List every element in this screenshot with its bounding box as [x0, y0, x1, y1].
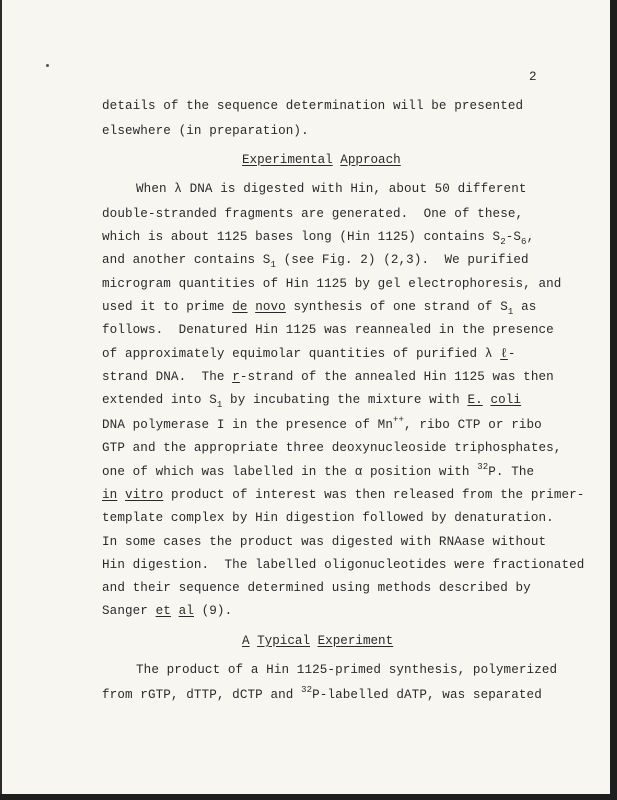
para2-line2: double-stranded fragments are generated. One of these, [102, 207, 524, 221]
para2-line16: In some cases the product was digested with RNAase without [102, 535, 547, 549]
text-run: (9). [193, 604, 233, 618]
underlined-word: de [232, 300, 248, 314]
heading2-word1: A [242, 634, 250, 648]
text-run: product of interest was then released from the primer- [163, 488, 585, 502]
underlined-word: coli [490, 393, 522, 407]
page-number: 2 [529, 70, 537, 84]
text-run: by incubating the mixture with [222, 393, 468, 407]
heading2-word2: Typical [257, 634, 311, 648]
underlined-word: r [232, 370, 240, 384]
para1-line1: details of the sequence determination will be presented [102, 99, 524, 113]
section-heading-experimental-approach [242, 152, 401, 168]
text-run: - [507, 347, 516, 361]
para2-line19 [102, 603, 232, 619]
section-heading-typical-experiment [242, 633, 393, 649]
text-run: -S [505, 230, 522, 244]
subscript: 6 [521, 237, 527, 247]
text-run: synthesis of one strand of S [285, 300, 508, 314]
para3-line2 [102, 687, 542, 703]
heading2-word3: Experiment [317, 634, 394, 648]
para3-line1: The product of a Hin 1125-primed synthesis, polymerized [136, 663, 558, 677]
subscript: 2 [500, 237, 506, 247]
para2-line18: and their sequence determined using methods described by [102, 581, 531, 595]
scan-border-bottom [0, 794, 617, 800]
superscript: ++ [392, 415, 404, 425]
scan-border-right [610, 0, 617, 800]
text-run: which is about 1125 bases long (Hin 1125) contains S [102, 230, 501, 244]
text-run: used it to prime [102, 300, 233, 314]
document-page [2, 0, 612, 794]
underlined-word: et [155, 604, 171, 618]
text-run: one of which was labelled in the α position with [102, 465, 478, 479]
para2-line15: template complex by Hin digestion followed by denaturation. [102, 511, 554, 525]
superscript: 32 [477, 462, 489, 472]
para2-line7: follows. Denatured Hin 1125 was reannealed in the presence [102, 323, 554, 337]
underlined-word: novo [255, 300, 286, 314]
para2-line12: GTP and the appropriate three deoxynucleoside triphosphates, [102, 441, 562, 455]
text-run: (see Fig. 2) (2,3). We purified [275, 253, 529, 267]
text-run: DNA polymerase I in the presence of Mn [102, 418, 393, 432]
underlined-word: al [178, 604, 194, 618]
heading1-word2: Approach [340, 153, 401, 167]
text-run: , [526, 230, 535, 244]
text-run [117, 488, 125, 502]
underlined-word: E. [467, 393, 483, 407]
underlined-word: vitro [125, 488, 164, 502]
para2-line4 [102, 252, 529, 268]
text-run: P-labelled dATP, was separated [312, 688, 542, 702]
text-run: extended into S [102, 393, 217, 407]
para2-line5: microgram quantities of Hin 1125 by gel electrophoresis, and [102, 277, 562, 291]
para2-line17: Hin digestion. The labelled oligonucleotides were fractionated [102, 558, 585, 572]
para2-line1: When λ DNA is digested with Hin, about 50 different [136, 182, 527, 196]
para2-line14 [102, 487, 584, 503]
para2-line10 [102, 392, 521, 408]
para2-line13 [102, 464, 534, 480]
para1-line2: elsewhere (in preparation). [102, 124, 309, 138]
text-run: , ribo CTP or ribo [404, 418, 542, 432]
heading1-word1: Experimental [242, 153, 333, 167]
superscript: 32 [301, 685, 313, 695]
subscript: 1 [216, 400, 223, 410]
paper-speck [46, 64, 49, 67]
text-run: strand DNA. The [102, 370, 233, 384]
para2-line8 [102, 346, 516, 362]
text-run: of approximately equimolar quantities of purified λ [102, 347, 501, 361]
para2-line11 [102, 417, 542, 433]
subscript: 1 [270, 260, 276, 270]
text-run: as [513, 300, 537, 314]
para2-line3 [102, 229, 534, 245]
text-run: P. The [488, 465, 535, 479]
para2-line6 [102, 299, 536, 315]
text-run: Sanger [102, 604, 156, 618]
subscript: 1 [507, 307, 514, 317]
para2-line9 [102, 369, 554, 385]
text-run: from rGTP, dTTP, dCTP and [102, 688, 302, 702]
text-run: -strand of the annealed Hin 1125 was then [239, 370, 554, 384]
underlined-word: in [102, 488, 118, 502]
text-run [171, 604, 179, 618]
text-run: and another contains S [102, 253, 271, 267]
underlined-word: ℓ [500, 347, 508, 361]
